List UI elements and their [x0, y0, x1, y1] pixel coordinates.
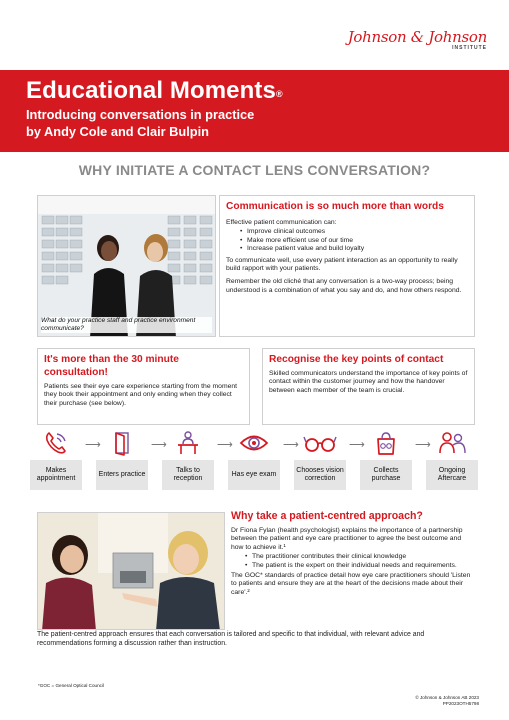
journey-step-label: Has eye exam [228, 460, 280, 490]
communication-box [219, 195, 475, 337]
key-points-box [262, 348, 475, 425]
journey-step-aftercare [426, 430, 478, 490]
journey-step-appointment [30, 430, 82, 490]
key-points-title: Recognise the key points of contact [269, 354, 444, 365]
customer-journey [30, 430, 480, 500]
list-item: • Improve clinical outcomes [240, 228, 468, 236]
arrow-right-icon: ⟶ [85, 439, 101, 451]
patient-centred-para1: Dr Fiona Fylan (health psychologist) explains the importance of a partnership between the patient and eye care practitioner to agree the best outcome and how to achieve it.¹ [231, 527, 463, 551]
glasses-icon [303, 430, 337, 456]
communication-bullets [240, 228, 468, 253]
journey-step-eye-exam [228, 430, 280, 490]
copyright [415, 695, 479, 707]
practice-staff-photo [37, 195, 216, 337]
job-code: PP2023OTH5798 [442, 701, 479, 706]
patient-centred-title: Why take a patient-centred approach? [231, 510, 423, 522]
communication-intro: Effective patient communication can: [226, 219, 337, 226]
patient-centred-summary: The patient-centred approach ensures that each conversation is tailored and specific to that individual, with relevant advice and recommendations forming a discussion rather than instruction. [37, 631, 425, 647]
journey-step-label: Enters practice [96, 460, 148, 490]
consultation-photo-illustration [38, 513, 225, 630]
key-points-body: Skilled communicators understand the importance of key points of contact within the customer journey and how the handover between each member of the team is crucial. [269, 370, 468, 394]
title-banner [0, 70, 509, 152]
people-icon [437, 430, 467, 456]
patient-centred-para2: The GOC* standards of practice detail how eye care practitioners should 'Listen to patients and ensure they are at the heart of the decisions made about their care'.² [231, 572, 471, 596]
journey-step-collects [360, 430, 412, 490]
journey-step-reception [162, 430, 214, 490]
registered-mark: ® [275, 89, 283, 99]
communication-para2: Remember the old cliché that any conversation is a two-way process; being understood is a combination of what you say and do, and how others respond. [226, 278, 462, 294]
arrow-right-icon: ⟶ [415, 439, 431, 451]
thirty-minute-box [37, 348, 250, 425]
logo-subtitle: INSTITUTE [452, 45, 487, 51]
thirty-minute-title: It's more than the 30 minute consultation! [44, 354, 179, 378]
journey-step-label: Collects purchase [360, 460, 412, 490]
phone-icon [43, 430, 69, 456]
patient-centred-section [227, 510, 475, 630]
journey-step-label: Ongoing Aftercare [426, 460, 478, 490]
footnote: *GOC = General Optical Council [38, 683, 104, 688]
journey-step-enters [96, 430, 148, 490]
journey-step-label: Makes appointment [30, 460, 82, 490]
page-title: Educational Moments® [26, 77, 283, 104]
arrow-right-icon: ⟶ [349, 439, 365, 451]
copyright-line: © Johnson & Johnson AB 2023 [415, 695, 479, 700]
thirty-minute-body: Patients see their eye care experience starting from the moment they book their appointment and only ending when they collect their purchase (see below). [44, 383, 238, 407]
door-icon [109, 430, 135, 456]
arrow-right-icon: ⟶ [283, 439, 299, 451]
arrow-right-icon: ⟶ [151, 439, 167, 451]
journey-step-label: Chooses vision correction [294, 460, 346, 490]
communication-para1: To communicate well, use every patient interaction as an opportunity to really build rapport with your patients. [226, 256, 458, 273]
arrow-right-icon: ⟶ [217, 439, 233, 451]
journey-step-vision [294, 430, 346, 490]
shopping-bag-icon [373, 430, 399, 456]
photo-caption: What do your practice staff and practice environment communicate? [41, 317, 212, 333]
section-heading: WHY INITIATE A CONTACT LENS CONVERSATION? [78, 162, 431, 178]
logo-wordmark: Johnson & Johnson [347, 28, 487, 46]
reception-desk-icon [175, 430, 201, 456]
page-subtitle-line2: by Andy Cole and Clair Bulpin [26, 124, 209, 139]
list-item: • The practitioner contributes their clinical knowledge [245, 553, 471, 561]
journey-step-label: Talks to reception [162, 460, 214, 490]
list-item: • The patient is the expert on their individual needs and requirements. [245, 562, 471, 570]
eye-icon [239, 430, 269, 456]
list-item: • Make more efficient use of our time [240, 237, 468, 245]
page-subtitle-line1: Introducing conversations in practice [26, 107, 255, 122]
list-item: • Increase patient value and build loyalty [240, 245, 468, 253]
practice-photo-illustration [38, 196, 216, 337]
consultation-photo [37, 512, 225, 630]
communication-title: Communication is so much more than words [226, 201, 444, 212]
patient-centred-bullets [245, 553, 471, 570]
brand-logo [348, 28, 487, 51]
